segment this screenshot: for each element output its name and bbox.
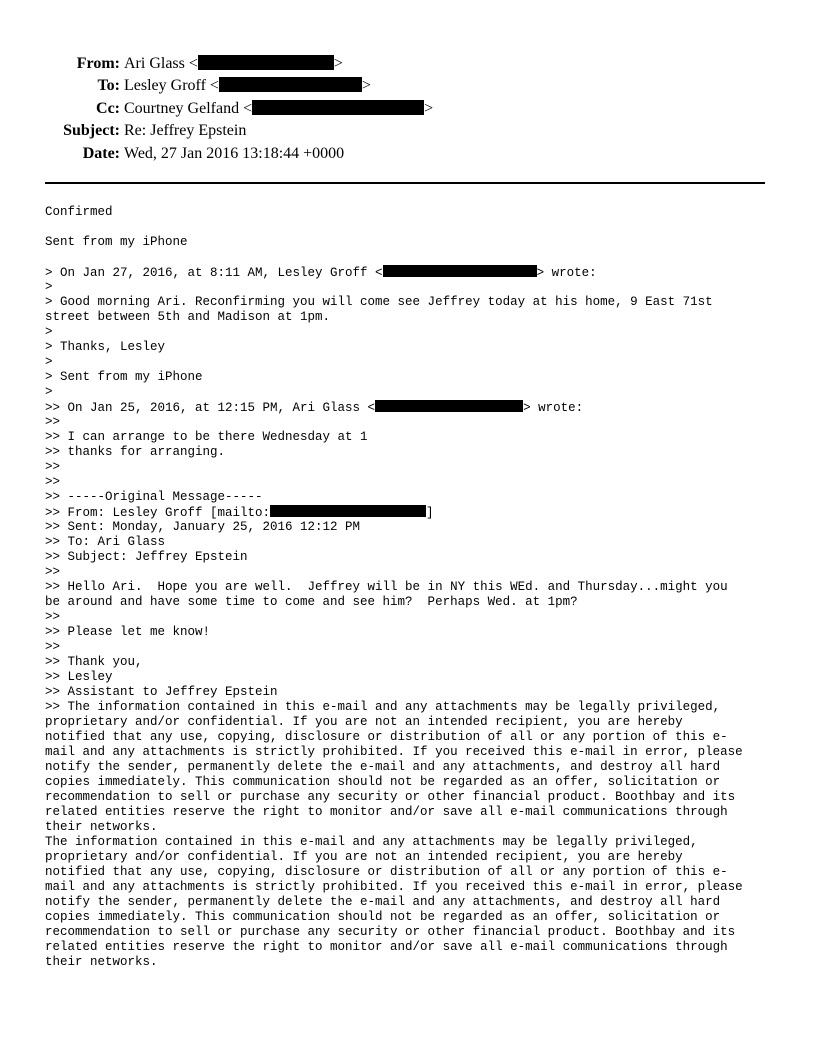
disclaimer-line: >> The information contained in this e-mail and any attachments may be legally privileged, [45, 700, 721, 714]
disclaimer-line: related entities reserve the right to monitor and/or save all e-mail communications through [45, 940, 728, 954]
body-line: >> [45, 415, 61, 429]
body-line: >> Lesley [45, 670, 113, 684]
redaction-box [383, 265, 537, 277]
blank-line [45, 220, 785, 235]
from-value-end: > [333, 55, 343, 72]
body-line: >> -----Original Message----- [45, 490, 263, 504]
subject-value: Re: Jeffrey Epstein [124, 122, 247, 140]
cc-row [0, 98, 816, 120]
body-line [45, 265, 785, 280]
from-row [0, 53, 816, 75]
body-line: >> Thank you, [45, 655, 143, 669]
disclaimer-line: mail and any attachments is strictly prohibited. If you received this e-mail in error, please [45, 880, 743, 894]
blank-line [45, 250, 785, 265]
body-line: > [45, 280, 53, 294]
disclaimer-line: notified that any use, copying, disclosure or distribution of all or any portion of this e- [45, 730, 728, 744]
disclaimer-line: notify the sender, permanently delete the e-mail and any attachments, and destroy all hard [45, 895, 721, 909]
disclaimer-line: The information contained in this e-mail and any attachments may be legally privileged, [45, 835, 698, 849]
from-label: From: [76, 55, 120, 72]
redaction-box [219, 77, 362, 92]
from-value: Ari Glass < [124, 55, 198, 72]
disclaimer-line: copies immediately. This communication should not be regarded as an offer, solicitation or [45, 910, 721, 924]
body-line: > [45, 385, 53, 399]
quote-header-end: > wrote: [523, 401, 584, 415]
disclaimer-line: their networks. [45, 955, 158, 969]
redaction-box [252, 100, 424, 115]
subject-label: Subject: [63, 122, 120, 140]
disclaimer-line: recommendation to sell or purchase any security or other financial product. Boothbay and its [45, 790, 736, 804]
redaction-box [270, 505, 426, 517]
date-value: Wed, 27 Jan 2016 13:18:44 +0000 [124, 144, 345, 162]
disclaimer-line: notified that any use, copying, disclosure or distribution of all or any portion of this e- [45, 865, 728, 879]
original-from-text: >> From: Lesley Groff [mailto: [45, 506, 271, 520]
body-line: street between 5th and Madison at 1pm. [45, 310, 331, 324]
body-line: >> To: Ari Glass [45, 535, 166, 549]
quote-header-end: > wrote: [536, 266, 597, 280]
body-line: >> [45, 460, 61, 474]
body-line: >> Assistant to Jeffrey Epstein [45, 685, 278, 699]
body-line: > Thanks, Lesley [45, 340, 166, 354]
body-line: >> [45, 475, 61, 489]
body-line: > [45, 325, 53, 339]
cc-label: Cc: [96, 99, 120, 117]
body-line: >> thanks for arranging. [45, 445, 226, 459]
body-line: >> Sent: Monday, January 25, 2016 12:12 PM [45, 520, 361, 534]
body-line [45, 505, 785, 520]
date-label: Date: [82, 144, 120, 162]
disclaimer-line: notify the sender, permanently delete the e-mail and any attachments, and destroy all hard [45, 760, 721, 774]
body-line: >> [45, 565, 61, 579]
redaction-box [198, 55, 334, 70]
body-line [45, 400, 785, 415]
header-divider [45, 182, 765, 184]
disclaimer-line: recommendation to sell or purchase any security or other financial product. Boothbay and its [45, 925, 736, 939]
body-line: >> I can arrange to be there Wednesday at 1 [45, 430, 368, 444]
cc-value-end: > [424, 99, 434, 117]
body-line: >> Subject: Jeffrey Epstein [45, 550, 248, 564]
to-row [0, 75, 816, 97]
body-line: >> Hello Ari. Hope you are well. Jeffrey will be in NY this WEd. and Thursday...might you [45, 580, 728, 594]
to-value: Lesley Groff < [124, 77, 219, 95]
to-value-end: > [361, 77, 371, 95]
disclaimer-line: mail and any attachments is strictly prohibited. If you received this e-mail in error, please [45, 745, 743, 759]
email-body [45, 205, 785, 970]
body-line: > Good morning Ari. Reconfirming you will come see Jeffrey today at his home, 9 East 71st [45, 295, 713, 309]
body-line: Sent from my iPhone [45, 235, 188, 249]
disclaimer-line: their networks. [45, 820, 158, 834]
body-line: > [45, 355, 53, 369]
body-line: be around and have some time to come and see him? Perhaps Wed. at 1pm? [45, 595, 578, 609]
body-line: >> [45, 640, 61, 654]
redaction-box [375, 400, 523, 412]
quote-header-text: > On Jan 27, 2016, at 8:11 AM, Lesley Groff < [45, 266, 383, 280]
body-line: >> Please let me know! [45, 625, 211, 639]
email-header [0, 53, 816, 165]
body-line: >> [45, 610, 61, 624]
to-label: To: [97, 77, 120, 95]
disclaimer-line: proprietary and/or confidential. If you are not an intended recipient, you are hereby [45, 715, 683, 729]
disclaimer-line: copies immediately. This communication should not be regarded as an offer, solicitation or [45, 775, 721, 789]
cc-value: Courtney Gelfand < [124, 99, 253, 117]
disclaimer-line: proprietary and/or confidential. If you are not an intended recipient, you are hereby [45, 850, 683, 864]
subject-row [0, 120, 816, 142]
body-line: > Sent from my iPhone [45, 370, 203, 384]
disclaimer-line: related entities reserve the right to monitor and/or save all e-mail communications through [45, 805, 728, 819]
original-from-end: ] [426, 506, 434, 520]
body-line: Confirmed [45, 205, 113, 219]
date-row [0, 143, 816, 165]
quote-header-text: >> On Jan 25, 2016, at 12:15 PM, Ari Glass < [45, 401, 376, 415]
